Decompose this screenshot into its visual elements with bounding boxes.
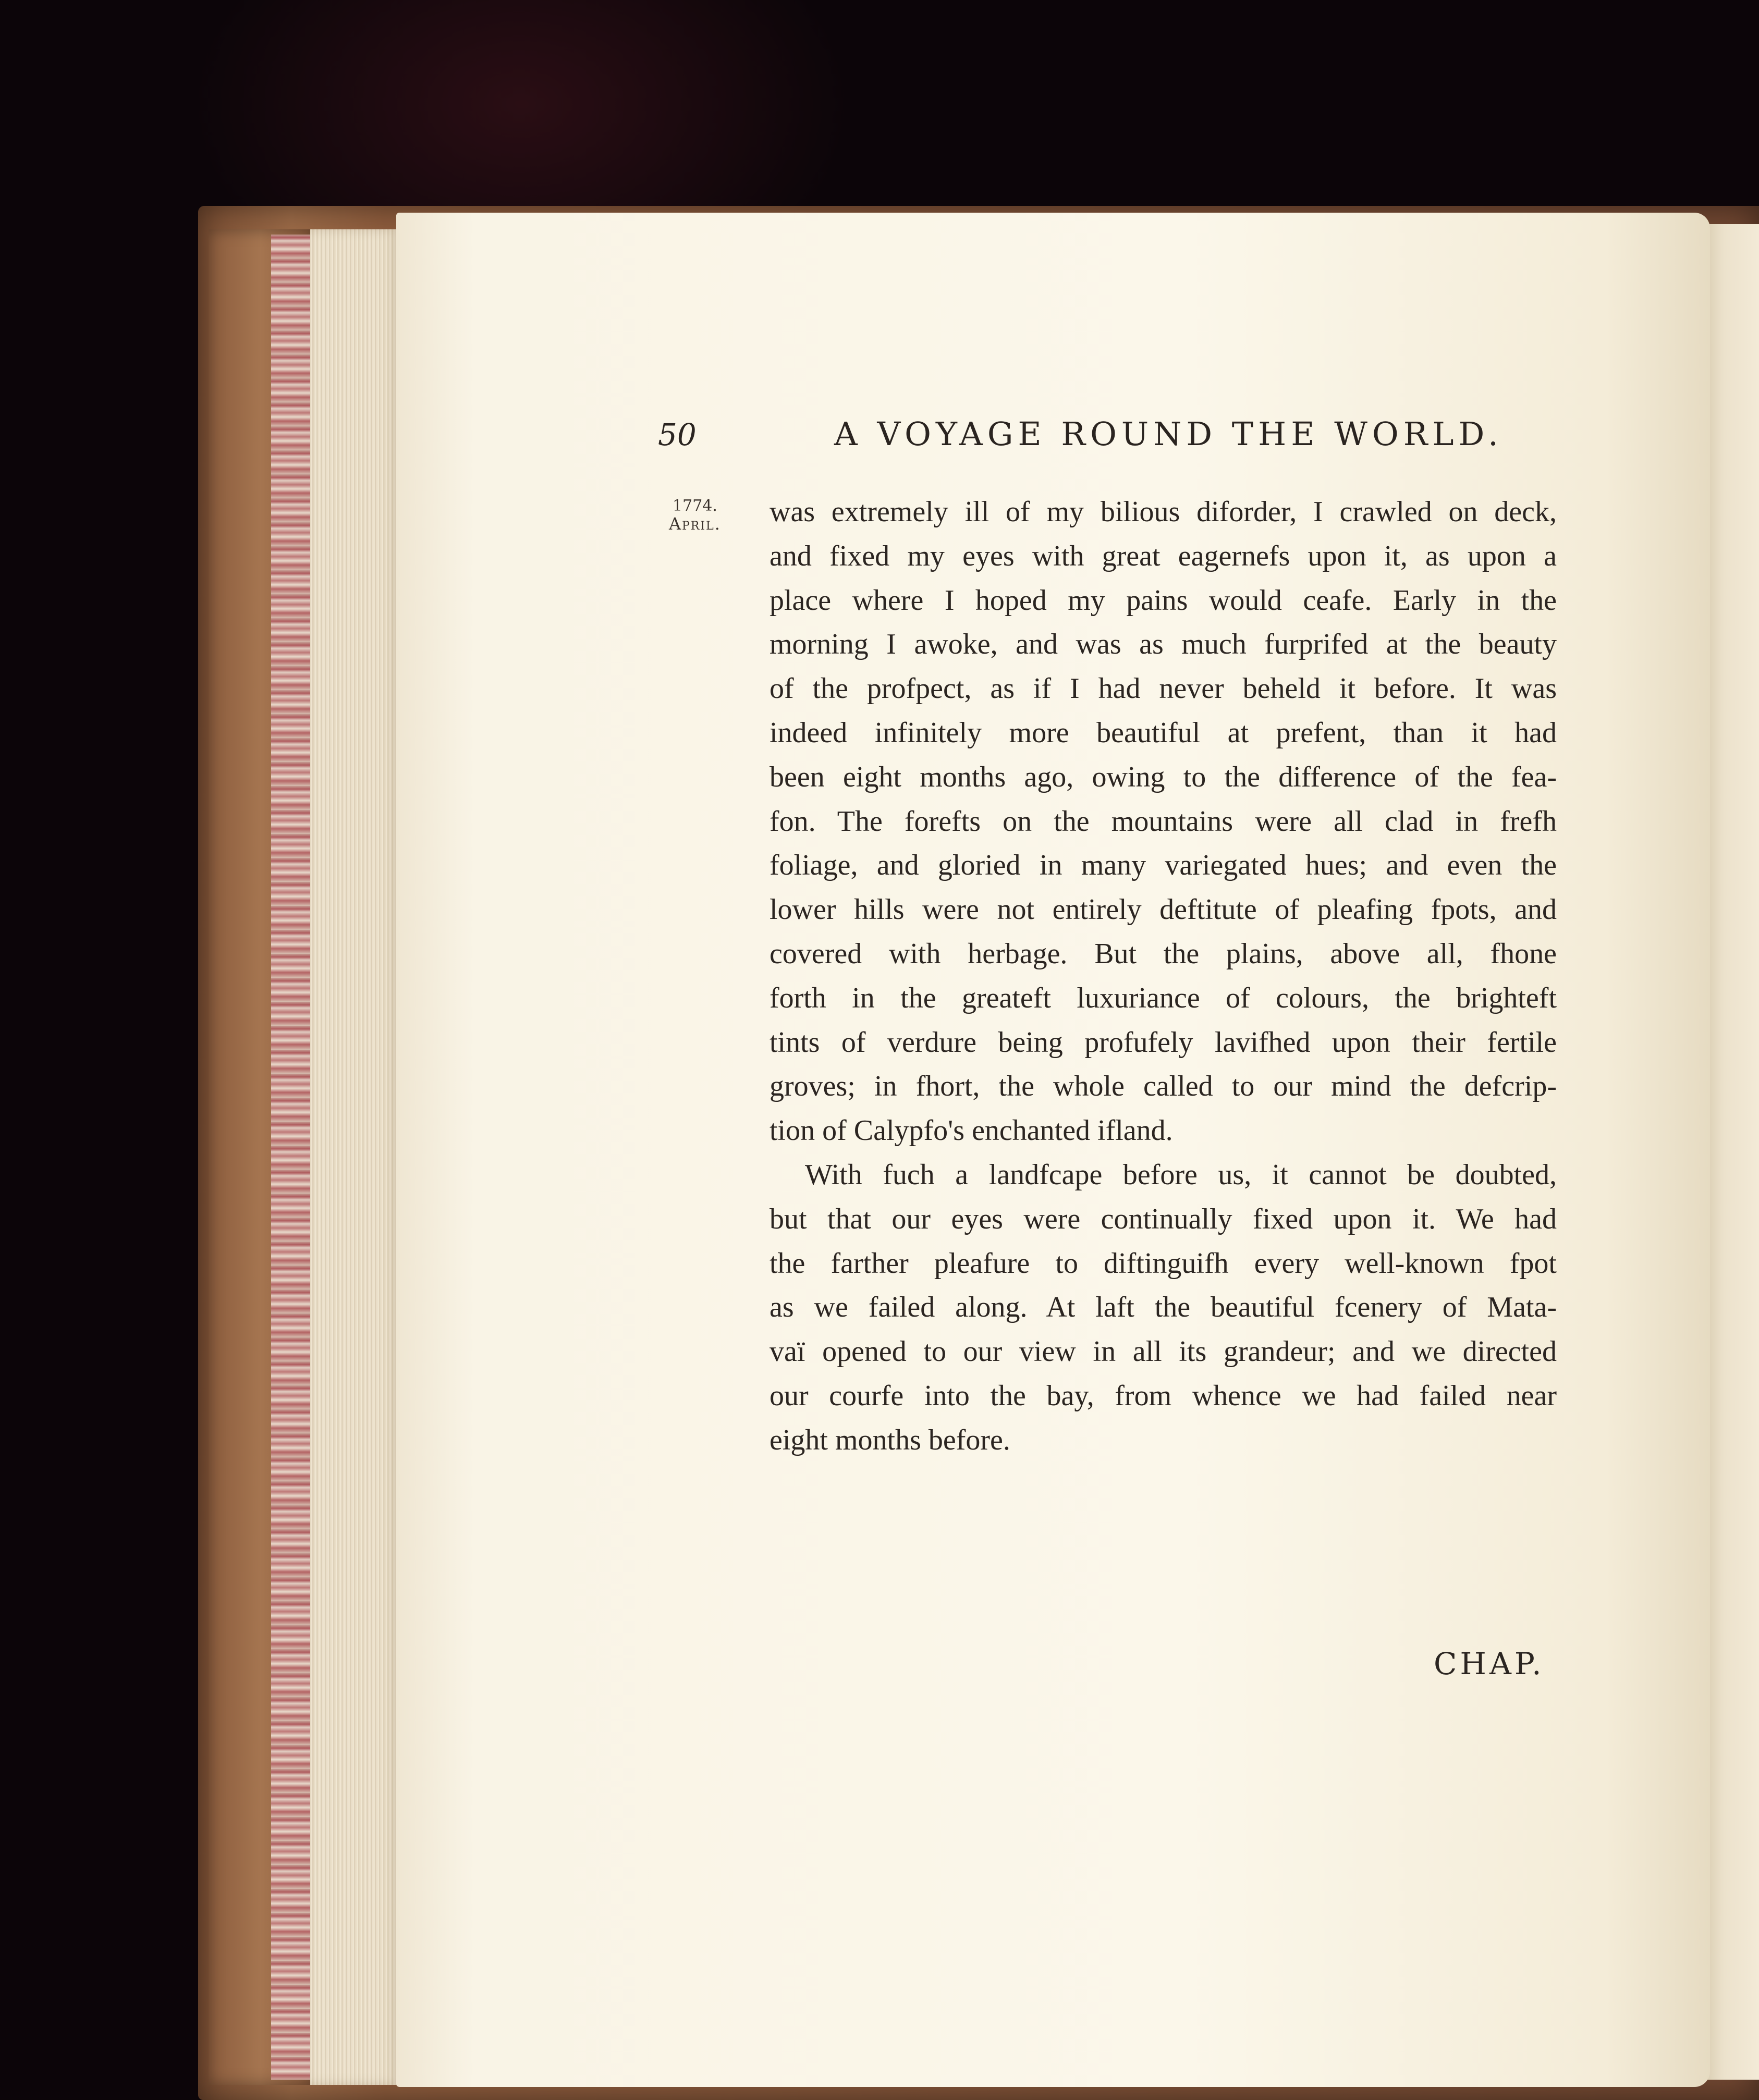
text-line: covered with herbage. But the plains, above all, fhone bbox=[769, 937, 1557, 970]
text-line: tion of Calypfo's enchanted ifland. bbox=[769, 1114, 1173, 1147]
margin-note-year: 1774. bbox=[673, 497, 717, 515]
text-line: and fixed my eyes with great eagernefs upon it, as upon a bbox=[769, 539, 1557, 572]
page-number: 50 bbox=[658, 417, 697, 452]
text-line: vaï opened to our view in all its grandeur; and we directed bbox=[769, 1335, 1557, 1368]
text-line: indeed infinitely more beautiful at prefent, than it had bbox=[769, 716, 1557, 749]
margin-note-month: April. bbox=[669, 514, 721, 534]
body-text bbox=[769, 490, 1557, 1463]
text-line: of the profpect, as if I had never beheld it before. It was bbox=[769, 672, 1557, 705]
text-line: as we failed along. At laft the beautiful fcenery of Mata- bbox=[769, 1291, 1557, 1324]
text-line: forth in the greateft luxuriance of colours, the brighteft bbox=[769, 981, 1557, 1014]
text-line: was extremely ill of my bilious diforder, I crawled on deck, bbox=[769, 496, 1557, 528]
text-line: the farther pleafure to diftinguifh every well-known fpot bbox=[769, 1247, 1557, 1280]
text-line: foliage, and gloried in many variegated hues; and even the bbox=[769, 849, 1557, 882]
text-line: lower hills were not entirely deftitute of pleafing fpots, and bbox=[769, 893, 1557, 926]
running-head: A VOYAGE ROUND THE WORLD. bbox=[834, 415, 1503, 453]
text-line: been eight months ago, owing to the difference of the fea- bbox=[769, 760, 1557, 793]
text-line: fon. The forefts on the mountains were all clad in frefh bbox=[769, 805, 1557, 838]
text-line: tints of verdure being profufely lavifhed upon their fertile bbox=[769, 1026, 1557, 1059]
text-line: but that our eyes were continually fixed upon it. We had bbox=[769, 1202, 1557, 1235]
marbled-endpaper bbox=[271, 235, 313, 2080]
catchword: CHAP. bbox=[1434, 1646, 1545, 1681]
text-line: our courfe into the bay, from whence we had failed near bbox=[769, 1379, 1557, 1412]
text-line: place where I hoped my pains would ceafe. Early in the bbox=[769, 584, 1557, 617]
text-line: With fuch a landfcape before us, it cannot be doubted, bbox=[805, 1158, 1557, 1191]
margin-note bbox=[661, 497, 729, 533]
text-line: morning I awoke, and was as much furprifed at the beauty bbox=[769, 628, 1557, 661]
text-line: groves; in fhort, the whole called to our mind the defcrip- bbox=[769, 1070, 1557, 1103]
page-block-edges bbox=[310, 229, 399, 2085]
text-line: eight months before. bbox=[769, 1423, 1010, 1456]
